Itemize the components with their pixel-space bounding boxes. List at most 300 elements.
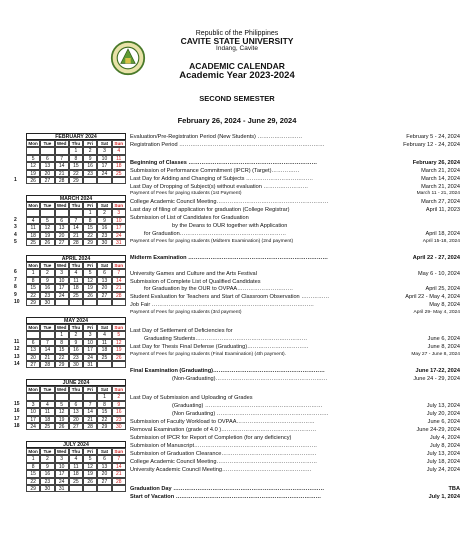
- week-number: 1: [14, 176, 17, 183]
- weekday-header: Tue: [40, 448, 54, 455]
- day-cell: 8: [26, 463, 40, 470]
- event-row: [130, 410, 460, 418]
- day-cell: 3: [83, 331, 97, 338]
- day-cell: 18: [69, 284, 83, 291]
- day-cell: 11: [69, 277, 83, 284]
- day-cell: 29: [97, 423, 111, 430]
- day-cell: 21: [40, 354, 54, 361]
- day-cell: 6: [69, 401, 83, 408]
- day-cell: 14: [69, 224, 83, 231]
- weekday-header-row: [14, 386, 128, 393]
- event-date: July 20, 2024: [426, 411, 460, 418]
- weekday-header: Tue: [40, 140, 54, 147]
- event-description: Start of Vacation ……………………………………………………………………: [130, 494, 322, 501]
- day-cell: 18: [69, 470, 83, 477]
- day-cell: 3: [26, 401, 40, 408]
- day-cell: 9: [69, 339, 83, 346]
- event-description: Submission of Graduation Clearance……………………………………………: [130, 450, 317, 457]
- weekday-header: Fri: [83, 386, 97, 393]
- day-cell: 20: [26, 354, 40, 361]
- day-cell: 27: [97, 292, 111, 299]
- day-cell: 20: [69, 416, 83, 423]
- day-cell: 12: [112, 339, 126, 346]
- day-cell: 13: [40, 162, 54, 169]
- weekday-header: Thu: [69, 262, 83, 269]
- month-title: MARCH 2024: [26, 195, 126, 202]
- day-cell: 22: [55, 354, 69, 361]
- weekday-header: Wed: [55, 140, 69, 147]
- event-description: Graduating Students……………………………………………………: [144, 335, 308, 342]
- month-calendar: [14, 255, 128, 306]
- day-cell: [40, 393, 54, 400]
- event-description: Payment of Fees for paying students (3rd payment): [130, 310, 242, 316]
- weekday-header: Sun: [112, 448, 126, 455]
- weekday-header: Sun: [112, 386, 126, 393]
- week-row: [14, 284, 128, 291]
- event-description: Student Evaluation for Teachers and Start of Classroom Observation ……………: [130, 294, 330, 301]
- month-title: JULY 2024: [26, 441, 126, 448]
- day-cell: 21: [55, 170, 69, 177]
- day-cell: [69, 299, 83, 306]
- day-cell: 27: [26, 361, 40, 368]
- month-title: JUNE 2024: [26, 379, 126, 386]
- event-description: Payment of Fees for paying students (Midterm Examination) (2nd payment): [130, 238, 294, 244]
- event-description: Payment of Fees for paying students (1st Payment): [130, 191, 242, 197]
- weekday-header: Fri: [83, 202, 97, 209]
- day-cell: 9: [112, 401, 126, 408]
- week-number: 17: [14, 415, 20, 422]
- event-date: May 27 - June 8, 2024: [411, 351, 460, 357]
- day-cell: [55, 299, 69, 306]
- event-date: June 17-22, 2024: [415, 367, 460, 374]
- day-cell: 1: [83, 209, 97, 216]
- weekday-header: Thu: [69, 386, 83, 393]
- day-cell: 20: [97, 470, 111, 477]
- day-cell: 28: [112, 292, 126, 299]
- week-number: 16: [14, 408, 20, 415]
- day-cell: [26, 147, 40, 154]
- week-number: 7: [14, 276, 17, 283]
- weekday-header: Fri: [83, 448, 97, 455]
- weekday-header: Tue: [40, 324, 54, 331]
- day-cell: 4: [97, 331, 111, 338]
- week-row: [14, 209, 128, 216]
- day-cell: 21: [69, 232, 83, 239]
- month-calendar: [14, 133, 128, 184]
- day-cell: 1: [26, 455, 40, 462]
- event-date: July 8, 2024: [429, 442, 460, 449]
- day-cell: [69, 485, 83, 492]
- day-cell: 17: [97, 162, 111, 169]
- event-row: [130, 175, 460, 183]
- event-row: [130, 450, 460, 458]
- day-cell: 30: [69, 361, 83, 368]
- day-cell: 3: [55, 269, 69, 276]
- day-cell: 2: [112, 393, 126, 400]
- day-cell: 7: [83, 401, 97, 408]
- day-cell: 5: [83, 455, 97, 462]
- day-cell: 25: [26, 239, 40, 246]
- event-description: University Games and Culture and the Arts Festival: [130, 270, 257, 277]
- month-title: MAY 2024: [26, 317, 126, 324]
- weekday-header: Sat: [97, 202, 111, 209]
- event-row: [130, 394, 460, 402]
- day-cell: 5: [40, 217, 54, 224]
- day-cell: 2: [97, 209, 111, 216]
- event-description: Submission of Faculty Workload to OVPAA……………………………………: [130, 419, 315, 426]
- day-cell: 23: [83, 170, 97, 177]
- day-cell: 2: [40, 455, 54, 462]
- week-number: 2: [14, 216, 17, 223]
- event-date: March 21, 2024: [421, 167, 460, 174]
- weekday-header: Thu: [69, 448, 83, 455]
- day-cell: 16: [83, 162, 97, 169]
- day-cell: 17: [55, 470, 69, 477]
- event-row: [130, 466, 460, 474]
- event-description: Last Day for Thesis Final Defense (Graduating)……………………………: [130, 343, 309, 350]
- day-cell: 28: [83, 423, 97, 430]
- week-row: [14, 416, 128, 423]
- month-calendar: [14, 379, 128, 430]
- day-cell: 26: [40, 239, 54, 246]
- day-cell: 30: [112, 423, 126, 430]
- weekday-header-row: [14, 448, 128, 455]
- event-date: February 5 - 24, 2024: [406, 134, 460, 140]
- weekday-header-row: [14, 262, 128, 269]
- event-description: by the Deans to OUR together with Application: [172, 223, 288, 229]
- week-row: [14, 277, 128, 284]
- day-cell: 10: [55, 463, 69, 470]
- day-cell: 17: [55, 284, 69, 291]
- weekday-header: Fri: [83, 262, 97, 269]
- day-cell: 19: [112, 346, 126, 353]
- day-cell: 12: [26, 162, 40, 169]
- weekday-header: Fri: [83, 140, 97, 147]
- day-cell: 29: [83, 239, 97, 246]
- day-cell: [83, 485, 97, 492]
- event-date: June 24 - 29, 2024: [413, 375, 460, 382]
- week-number: 5: [14, 238, 17, 245]
- day-cell: [83, 177, 97, 184]
- day-cell: 28: [55, 177, 69, 184]
- event-description: College Academic Council Meeting……………………………………………………: [130, 199, 329, 206]
- day-cell: 19: [26, 170, 40, 177]
- week-number: 11: [14, 338, 20, 345]
- day-cell: 9: [97, 217, 111, 224]
- event-description: Midterm Examination …………………………………………………………………: [130, 254, 328, 261]
- event-row: [130, 351, 460, 359]
- week-number: 12: [14, 346, 20, 353]
- day-cell: 29: [26, 299, 40, 306]
- event-date: July 4, 2024: [429, 434, 460, 441]
- event-date: April 22 - 27, 2024: [412, 254, 460, 261]
- day-cell: 4: [26, 217, 40, 224]
- day-cell: 23: [69, 354, 83, 361]
- event-date: July 13, 2024: [426, 403, 460, 410]
- day-cell: 8: [97, 401, 111, 408]
- day-cell: 14: [55, 162, 69, 169]
- weekday-header: Sat: [97, 324, 111, 331]
- weekday-header-row: [14, 202, 128, 209]
- day-cell: 24: [26, 423, 40, 430]
- day-cell: 17: [83, 346, 97, 353]
- day-cell: 6: [40, 155, 54, 162]
- day-cell: [97, 177, 111, 184]
- day-cell: 11: [40, 408, 54, 415]
- week-row: [14, 177, 128, 184]
- day-cell: 24: [55, 292, 69, 299]
- event-row: [130, 230, 460, 238]
- day-cell: 9: [40, 277, 54, 284]
- weekday-header: Sat: [97, 386, 111, 393]
- week-row: [14, 393, 128, 400]
- week-number: 18: [14, 422, 20, 429]
- day-cell: 27: [55, 239, 69, 246]
- month-calendar: [14, 317, 128, 368]
- day-cell: 27: [40, 177, 54, 184]
- day-cell: 30: [40, 299, 54, 306]
- day-cell: 6: [97, 269, 111, 276]
- day-cell: 2: [40, 269, 54, 276]
- day-cell: 12: [40, 224, 54, 231]
- week-number: 9: [14, 291, 17, 298]
- day-cell: 13: [97, 277, 111, 284]
- weekday-header: Sun: [112, 262, 126, 269]
- day-cell: 28: [112, 478, 126, 485]
- weekday-header: Wed: [55, 448, 69, 455]
- day-cell: 29: [69, 177, 83, 184]
- day-cell: 15: [26, 284, 40, 291]
- day-cell: 17: [112, 224, 126, 231]
- day-cell: 4: [69, 455, 83, 462]
- day-cell: 25: [97, 354, 111, 361]
- day-cell: 13: [55, 224, 69, 231]
- weekday-header: Wed: [55, 202, 69, 209]
- day-cell: 11: [112, 155, 126, 162]
- day-cell: [26, 393, 40, 400]
- day-cell: 15: [83, 224, 97, 231]
- weekday-header: Sun: [112, 140, 126, 147]
- event-description: for Graduation by the OUR to OVPAA…………………………: [144, 286, 294, 293]
- day-cell: [40, 147, 54, 154]
- day-cell: 15: [97, 408, 111, 415]
- weekday-header: Sun: [112, 202, 126, 209]
- weekday-header: Fri: [83, 324, 97, 331]
- calendar-header: [0, 4, 474, 125]
- day-cell: 16: [97, 224, 111, 231]
- event-row: [130, 183, 460, 191]
- weekday-header: Thu: [69, 202, 83, 209]
- academic-year: Academic Year 2023-2024: [179, 70, 295, 81]
- day-cell: 20: [40, 170, 54, 177]
- day-cell: 31: [83, 361, 97, 368]
- semester-date-range: February 26, 2024 - June 29, 2024: [177, 115, 297, 125]
- day-cell: 7: [55, 155, 69, 162]
- day-cell: 26: [83, 292, 97, 299]
- day-cell: 27: [97, 478, 111, 485]
- week-row: [14, 155, 128, 162]
- day-cell: 31: [112, 239, 126, 246]
- day-cell: 29: [26, 485, 40, 492]
- event-description: (Graduating) ………………………………………………………: [172, 403, 323, 410]
- day-cell: 24: [55, 478, 69, 485]
- weekday-header: Mon: [26, 324, 40, 331]
- event-date: March 21, 2024: [421, 183, 460, 190]
- event-row: [130, 335, 460, 343]
- day-cell: 21: [83, 416, 97, 423]
- day-cell: 26: [55, 423, 69, 430]
- day-cell: 9: [83, 155, 97, 162]
- month-calendar: [14, 441, 128, 492]
- day-cell: 7: [40, 339, 54, 346]
- event-date: April 22 - May 4, 2024: [405, 294, 460, 301]
- event-row: [130, 270, 460, 278]
- event-description: University Academic Council Meeting…………………………………………: [130, 466, 312, 473]
- day-cell: 7: [69, 217, 83, 224]
- event-description: Submission of Performance Commitment (IPCR) (Target)……………: [130, 167, 300, 174]
- day-cell: 8: [83, 217, 97, 224]
- week-row: [14, 478, 128, 485]
- day-cell: 25: [69, 478, 83, 485]
- event-date: June 6, 2024: [427, 335, 460, 342]
- weekday-header: Wed: [55, 324, 69, 331]
- day-cell: 5: [112, 331, 126, 338]
- day-cell: 23: [40, 292, 54, 299]
- weekday-header: Sat: [97, 262, 111, 269]
- event-date: April 18, 2024: [425, 230, 460, 237]
- day-cell: 2: [69, 331, 83, 338]
- event-description: Registration Period ……………………………………………………………………: [130, 141, 325, 148]
- week-row: [14, 470, 128, 477]
- day-cell: 4: [40, 401, 54, 408]
- day-cell: 6: [55, 217, 69, 224]
- event-date: May 6 - 10, 2024: [418, 270, 460, 277]
- event-row: [130, 442, 460, 450]
- event-row: [130, 485, 460, 493]
- weekday-header: Mon: [26, 448, 40, 455]
- event-row: [130, 426, 460, 434]
- day-cell: 30: [40, 485, 54, 492]
- event-row: [130, 375, 460, 383]
- day-cell: 23: [97, 232, 111, 239]
- event-row: [130, 458, 460, 466]
- event-row: [130, 254, 460, 262]
- day-cell: 20: [55, 232, 69, 239]
- day-cell: 25: [40, 423, 54, 430]
- weekday-header: Mon: [26, 262, 40, 269]
- event-row: [130, 285, 460, 293]
- day-cell: [97, 299, 111, 306]
- event-row: [130, 133, 460, 141]
- event-row: [130, 493, 460, 501]
- day-cell: 24: [112, 232, 126, 239]
- day-cell: [112, 177, 126, 184]
- week-number: 10: [14, 298, 20, 305]
- event-description: Final Examination (Graduating)……………………………………………………: [130, 367, 325, 374]
- event-date: July 13, 2024: [426, 450, 460, 457]
- event-description: Submission of List of Candidates for Graduation: [130, 215, 249, 222]
- month-title: FEBRUARY 2024: [26, 133, 126, 140]
- weekday-header-row: [14, 324, 128, 331]
- week-row: [14, 339, 128, 346]
- day-cell: 11: [26, 224, 40, 231]
- day-cell: 12: [83, 277, 97, 284]
- day-cell: 7: [112, 269, 126, 276]
- day-cell: 13: [69, 408, 83, 415]
- event-date: May 8, 2024: [429, 302, 460, 309]
- day-cell: 22: [69, 170, 83, 177]
- month-calendar: [14, 195, 128, 246]
- day-cell: [112, 485, 126, 492]
- week-number: 6: [14, 269, 17, 276]
- day-cell: 10: [97, 155, 111, 162]
- day-cell: 14: [40, 346, 54, 353]
- day-cell: 10: [112, 217, 126, 224]
- weekday-header: Tue: [40, 202, 54, 209]
- week-row: [14, 463, 128, 470]
- republic-line: Republic of the Philippines: [195, 30, 279, 37]
- event-date: April 29- May 4, 2024: [413, 310, 460, 316]
- day-cell: 10: [26, 408, 40, 415]
- day-cell: 18: [97, 346, 111, 353]
- day-cell: 10: [55, 277, 69, 284]
- day-cell: 10: [83, 339, 97, 346]
- day-cell: [55, 209, 69, 216]
- day-cell: 8: [69, 155, 83, 162]
- day-cell: 22: [26, 478, 40, 485]
- day-cell: 22: [97, 416, 111, 423]
- day-cell: 8: [55, 339, 69, 346]
- day-cell: [112, 361, 126, 368]
- day-cell: [55, 147, 69, 154]
- event-row: [130, 198, 460, 206]
- event-description: Evaluation/Pre-Registration Period (New Students) ……………………: [130, 134, 303, 140]
- day-cell: 16: [40, 470, 54, 477]
- week-row: [14, 455, 128, 462]
- day-cell: [40, 209, 54, 216]
- week-row: [14, 346, 128, 353]
- day-cell: [112, 299, 126, 306]
- week-row: [14, 361, 128, 368]
- event-date: TBA: [448, 486, 460, 493]
- weekday-header: Mon: [26, 202, 40, 209]
- event-description: Beginning of Classes ……………………………………………………………: [130, 159, 318, 166]
- day-cell: 29: [55, 361, 69, 368]
- weekday-header: Thu: [69, 140, 83, 147]
- day-cell: [69, 393, 83, 400]
- day-cell: 13: [26, 346, 40, 353]
- day-cell: 14: [83, 408, 97, 415]
- weekday-header: Mon: [26, 140, 40, 147]
- day-cell: 20: [97, 284, 111, 291]
- day-cell: 2: [83, 147, 97, 154]
- week-number: 14: [14, 360, 20, 367]
- event-row: [130, 238, 460, 246]
- day-cell: 14: [112, 277, 126, 284]
- event-date: March 11 - 21, 2024: [416, 191, 460, 197]
- day-cell: 19: [83, 470, 97, 477]
- week-row: [14, 354, 128, 361]
- weekday-header: Tue: [40, 386, 54, 393]
- week-row: [14, 299, 128, 306]
- weekday-header: Sat: [97, 140, 111, 147]
- week-row: [14, 232, 128, 239]
- week-number: 3: [14, 224, 17, 231]
- event-date: March 14, 2024: [421, 175, 460, 182]
- day-cell: 30: [97, 239, 111, 246]
- event-description: College Academic Council Meeting………………………………………………: [130, 458, 318, 465]
- weekday-header-row: [14, 140, 128, 147]
